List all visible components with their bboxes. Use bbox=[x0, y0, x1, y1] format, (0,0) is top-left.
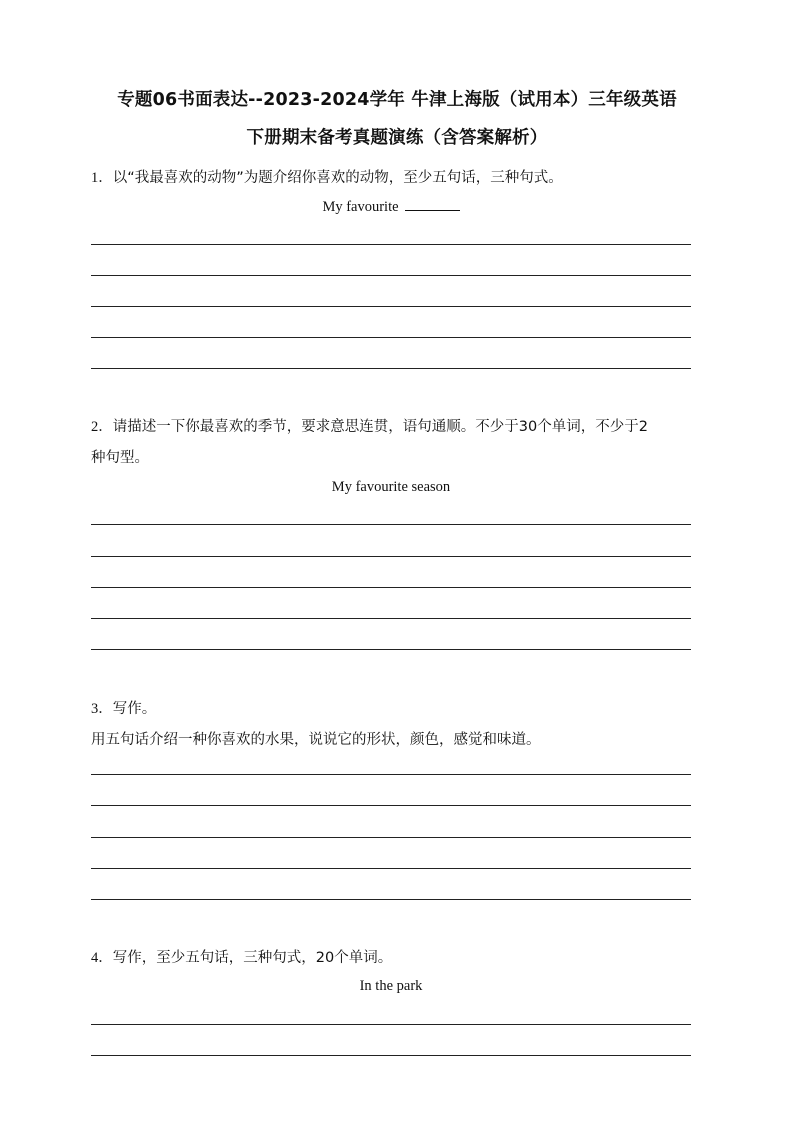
writing-line[interactable] bbox=[91, 587, 691, 588]
question-4-prompt bbox=[91, 946, 392, 967]
writing-line[interactable] bbox=[91, 868, 691, 869]
question-3-number: 3． bbox=[91, 701, 113, 717]
question-1-text: 以“我最喜欢的动物”为题介绍你喜欢的动物，至少五句话，三种句式。 bbox=[112, 170, 563, 186]
question-1-heading bbox=[91, 198, 691, 216]
writing-line[interactable] bbox=[91, 899, 691, 900]
writing-line[interactable] bbox=[91, 524, 691, 525]
question-2-number: 2． bbox=[91, 419, 113, 435]
writing-line[interactable] bbox=[91, 774, 691, 775]
question-4-heading: In the park bbox=[359, 978, 423, 994]
writing-line[interactable] bbox=[91, 837, 691, 838]
writing-line[interactable] bbox=[91, 275, 691, 276]
question-4-text: 写作，至少五句话，三种句式，20个单词。 bbox=[112, 950, 393, 966]
writing-line[interactable] bbox=[91, 556, 691, 557]
question-3-text: 写作。 bbox=[112, 701, 157, 717]
writing-line[interactable] bbox=[91, 1055, 691, 1056]
writing-line[interactable] bbox=[91, 306, 691, 307]
question-1-number: 1． bbox=[91, 170, 113, 186]
writing-line[interactable] bbox=[91, 805, 691, 806]
writing-line[interactable] bbox=[91, 618, 691, 619]
title-line-2: 下册期末备考真题演练（含答案解析） bbox=[246, 128, 548, 148]
question-2-text: 请描述一下你最喜欢的季节，要求意思连贯，语句通顺。不少于30个单词，不少于2 bbox=[112, 419, 648, 435]
question-2-prompt bbox=[91, 415, 648, 436]
writing-line[interactable] bbox=[91, 244, 691, 245]
question-1-prompt bbox=[91, 166, 563, 187]
question-3-prompt bbox=[91, 697, 156, 718]
question-1-heading-blank[interactable] bbox=[405, 198, 460, 211]
question-2-heading: My favourite season bbox=[331, 479, 451, 495]
question-1-heading-text: My favourite bbox=[322, 199, 399, 215]
question-2-prompt-cont: 种句型。 bbox=[91, 450, 149, 466]
question-4-number: 4． bbox=[91, 950, 113, 966]
writing-line[interactable] bbox=[91, 649, 691, 650]
writing-line[interactable] bbox=[91, 1024, 691, 1025]
writing-line[interactable] bbox=[91, 337, 691, 338]
title-line-1: 专题06书面表达--2023-2024学年 牛津上海版（试用本）三年级英语 bbox=[117, 90, 677, 110]
writing-line[interactable] bbox=[91, 368, 691, 369]
question-3-prompt-cont: 用五句话介绍一种你喜欢的水果，说说它的形状，颜色，感觉和味道。 bbox=[91, 732, 541, 748]
